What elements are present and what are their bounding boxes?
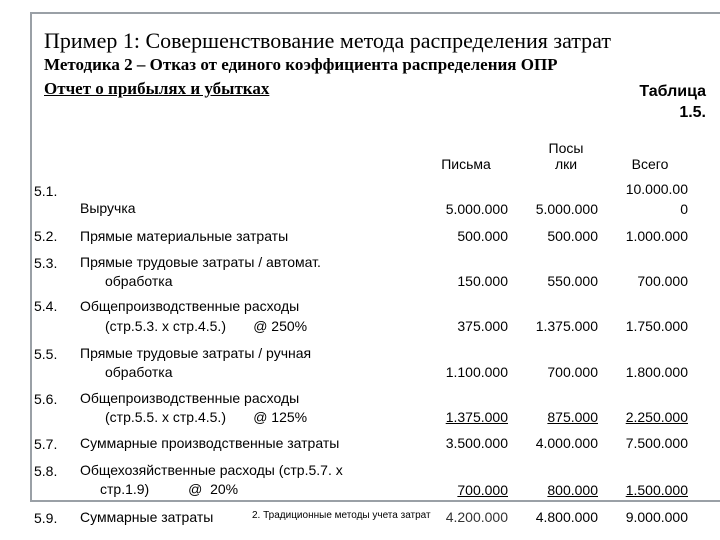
table-number: 1.5.	[679, 104, 706, 121]
row-number: 5.5.	[34, 346, 58, 362]
row-label: Суммарные производственные затраты	[80, 435, 340, 451]
value-total: 9.000.000	[625, 509, 688, 525]
row-label: Общепроизводственные расходы	[80, 298, 300, 314]
row-label: Общехозяйственные расходы (стр.5.7. х	[80, 462, 343, 478]
slide-subtitle: Методика 2 – Отказ от единого коэффициента распределения ОПР	[44, 55, 558, 74]
row-label-continued: обработка	[105, 364, 173, 380]
row-number: 5.1.	[34, 183, 58, 199]
row-label: Суммарные затраты	[80, 509, 214, 525]
value-letters: 4.200.000	[445, 509, 508, 525]
row-number: 5.3.	[34, 255, 58, 271]
value-total: 700.000	[637, 273, 688, 289]
column-header-letters: Письма	[441, 156, 491, 172]
row-label: Прямые трудовые затраты / ручная	[80, 345, 312, 361]
row-label: Прямые материальные затраты	[80, 228, 289, 244]
value-letters: 500.000	[457, 228, 508, 244]
frame-top-line	[30, 12, 720, 14]
value-parcels: 1.375.000	[535, 318, 598, 334]
value-parcels: 4.800.000	[535, 509, 598, 525]
value-parcels: 700.000	[547, 364, 598, 380]
value-parcels: 800.000	[547, 482, 598, 498]
value-parcels: 875.000	[547, 409, 598, 425]
value-letters: 1.100.000	[445, 364, 508, 380]
row-number: 5.6.	[34, 391, 58, 407]
row-number: 5.9.	[34, 510, 58, 526]
row-label-continued: обработка	[105, 273, 173, 289]
value-letters: 375.000	[457, 318, 508, 334]
value-letters: 3.500.000	[445, 435, 508, 451]
row-number: 5.7.	[34, 436, 58, 452]
value-letters: 150.000	[457, 273, 508, 289]
frame-bottom-line	[30, 500, 720, 502]
value-letters: 5.000.000	[445, 201, 508, 217]
value-letters: 700.000	[457, 482, 508, 498]
value-total-wrap: 0	[680, 201, 688, 217]
value-parcels: 550.000	[547, 273, 598, 289]
row-label: Выручка	[80, 200, 136, 216]
row-label-continued: (стр.5.5. х стр.4.5.) @ 125%	[105, 409, 308, 425]
table-label: Таблица	[639, 83, 706, 100]
frame-left-line	[30, 12, 32, 502]
column-header-parcels	[536, 140, 596, 172]
value-total: 1.750.000	[625, 318, 688, 334]
row-label: Общепроизводственные расходы	[80, 390, 300, 406]
row-label-continued: (стр.5.3. х стр.4.5.) @ 250%	[105, 318, 308, 334]
value-letters: 1.375.000	[445, 409, 508, 425]
report-title: Отчет о прибылях и убытках	[44, 79, 270, 98]
column-header-parcels-line1: Посы	[548, 140, 584, 156]
value-total: 1.000.000	[625, 228, 688, 244]
value-total: 10.000.00	[625, 181, 688, 197]
column-header-parcels-line2: лки	[554, 156, 578, 172]
value-total: 2.250.000	[625, 409, 688, 425]
value-total: 7.500.000	[625, 435, 688, 451]
row-label-continued: стр.1.9) @ 20%	[100, 481, 239, 497]
column-header-total: Всего	[631, 156, 669, 172]
value-parcels: 5.000.000	[535, 201, 598, 217]
value-total: 1.800.000	[625, 364, 688, 380]
row-label: Прямые трудовые затраты / автомат.	[80, 254, 321, 270]
slide-title: Пример 1: Совершенствование метода распределения затрат	[44, 28, 611, 53]
row-number: 5.2.	[34, 228, 58, 244]
slide-footer: 2. Традиционные методы учета затрат	[252, 510, 431, 521]
value-total: 1.500.000	[625, 482, 688, 498]
row-number: 5.8.	[34, 463, 58, 479]
row-number: 5.4.	[34, 298, 58, 314]
value-parcels: 4.000.000	[535, 435, 598, 451]
value-parcels: 500.000	[547, 228, 598, 244]
